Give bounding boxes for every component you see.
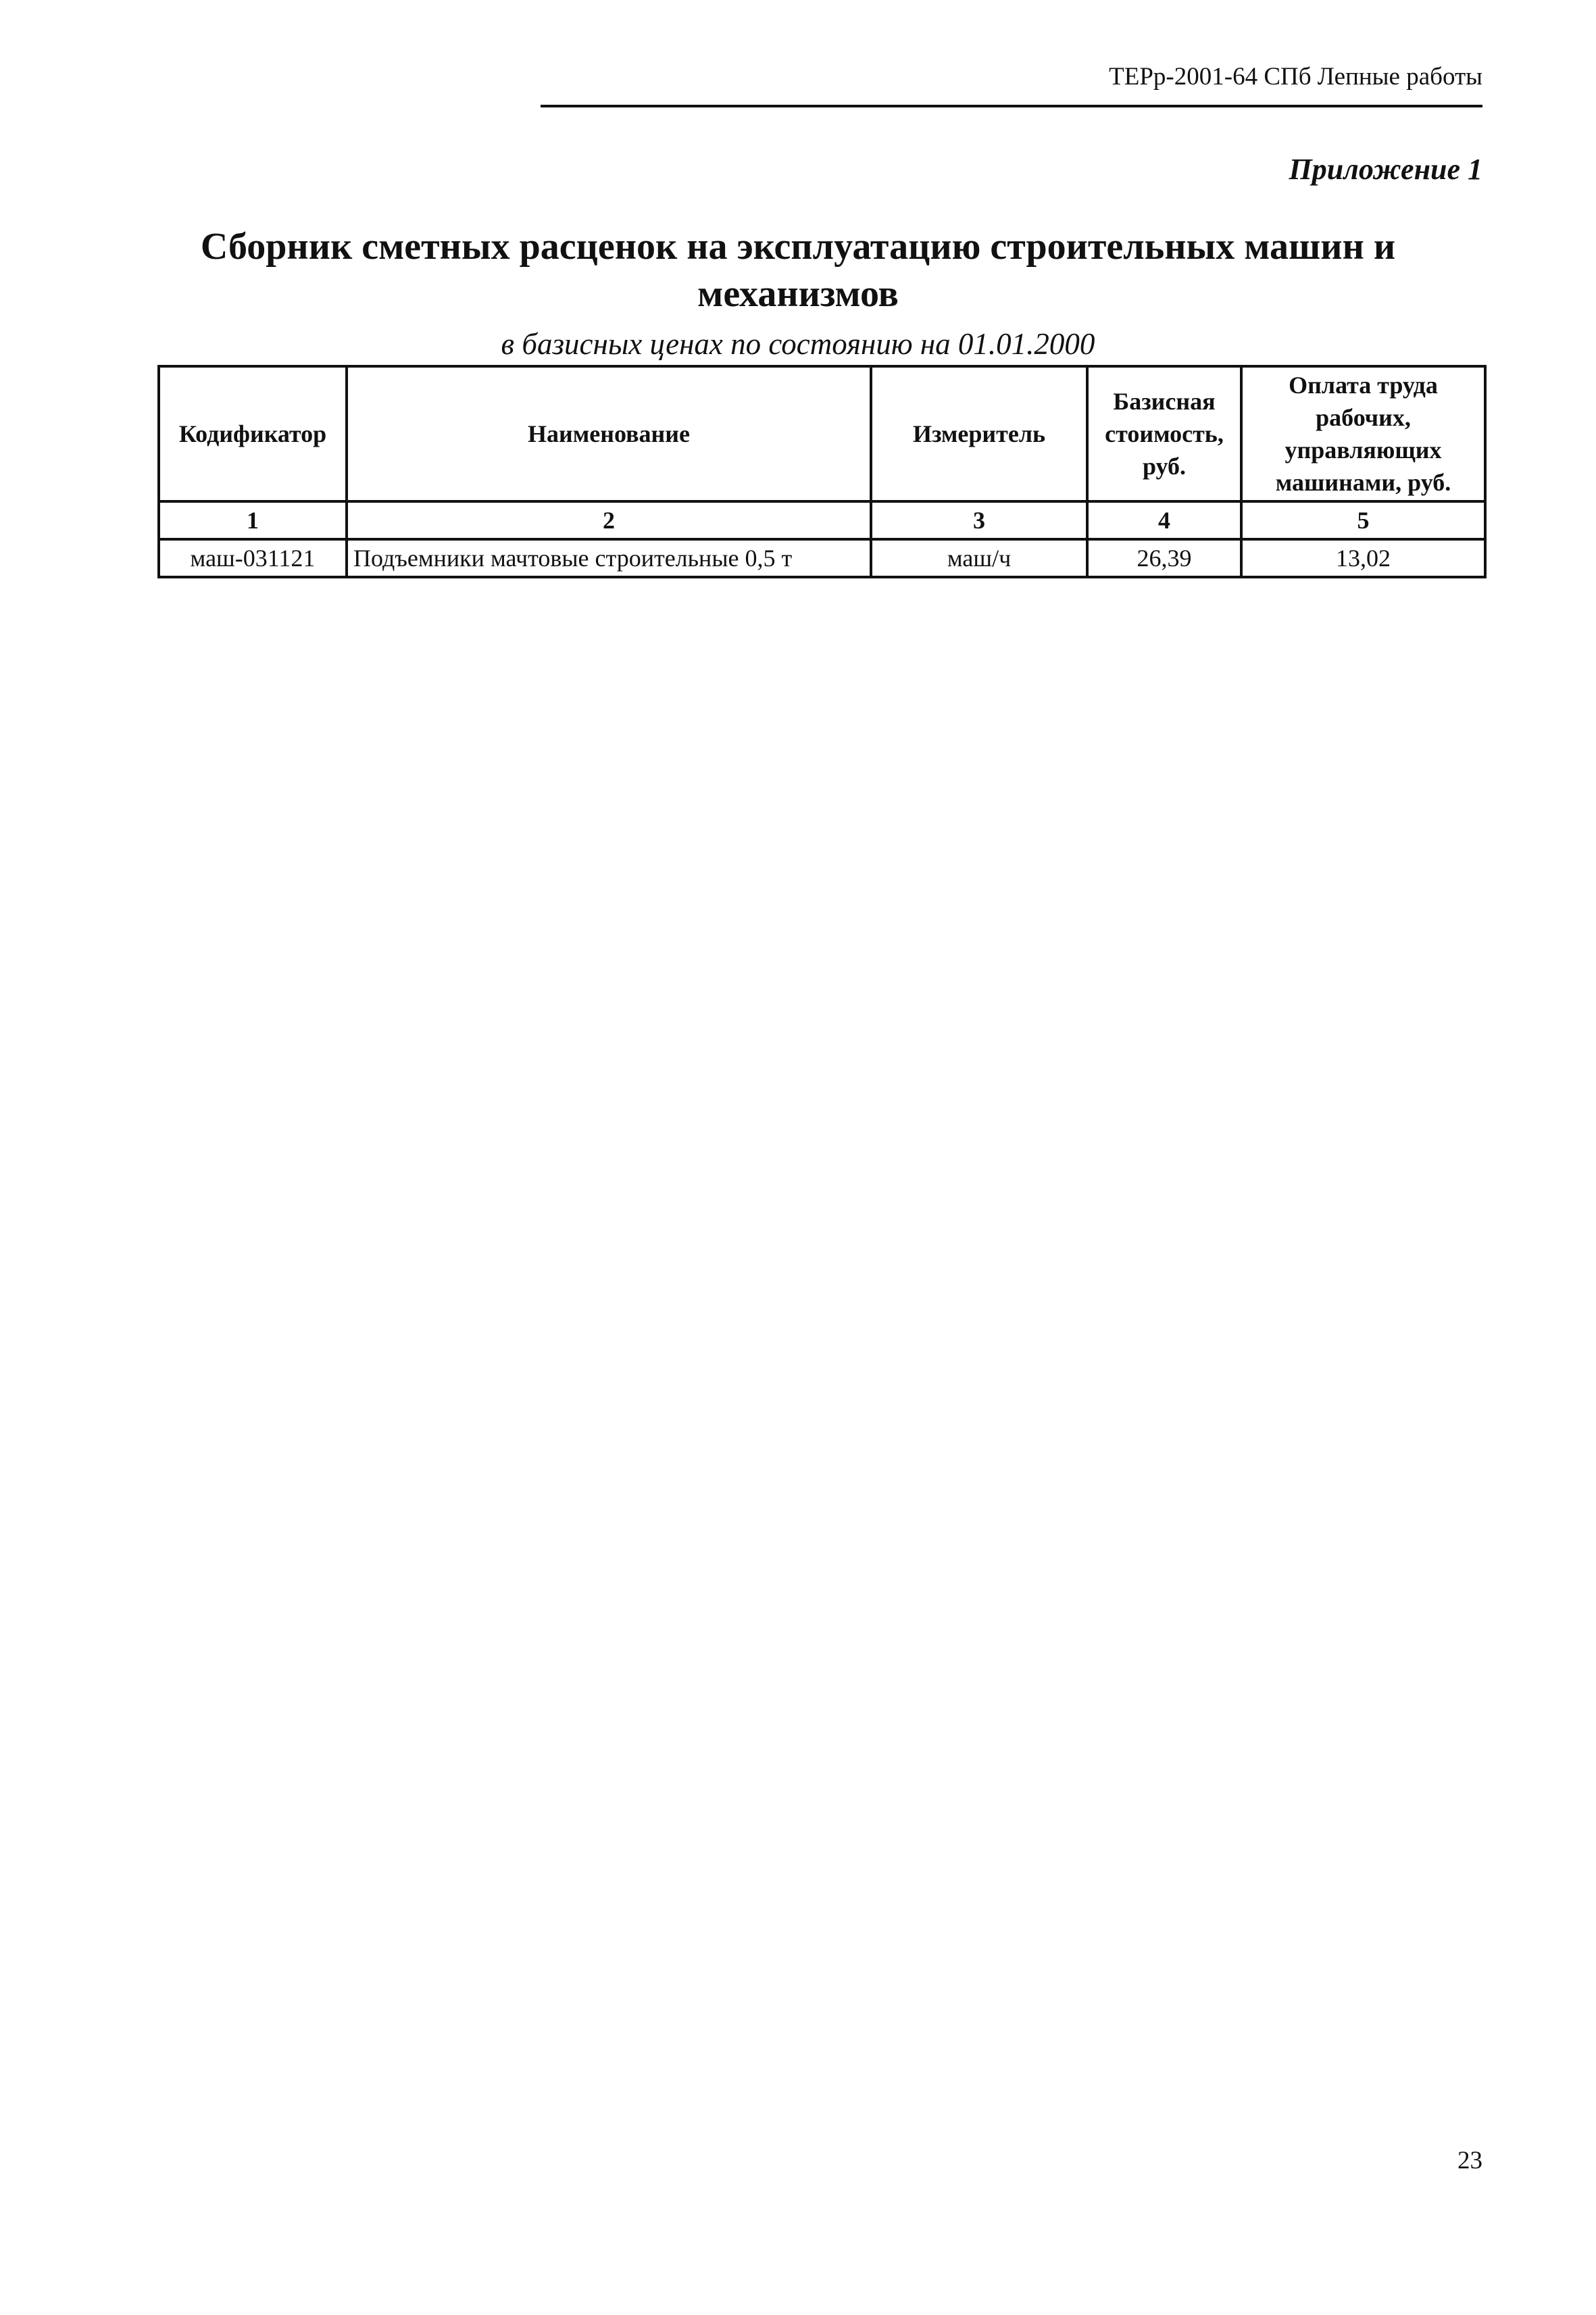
running-header: ТЕРр-2001-64 СПб Лепные работы xyxy=(1109,63,1482,91)
cell-name: Подъемники мачтовые строительные 0,5 т xyxy=(347,539,871,577)
document-subtitle: в базисных ценах по состоянию на 01.01.2000 xyxy=(501,327,1095,361)
cell-labor-cost: 13,02 xyxy=(1241,539,1485,577)
column-header-labor-cost: Оплата труда рабочих, управляющих машинами, руб. xyxy=(1241,366,1485,501)
column-number: 3 xyxy=(871,501,1087,539)
column-number: 2 xyxy=(347,501,871,539)
cell-base-cost: 26,39 xyxy=(1087,539,1241,577)
page-number: 23 xyxy=(1457,2147,1482,2174)
column-header-unit: Измеритель xyxy=(871,366,1087,501)
column-number: 1 xyxy=(159,501,347,539)
cell-code: маш-031121 xyxy=(159,539,347,577)
column-number: 5 xyxy=(1241,501,1485,539)
document-title xyxy=(0,223,1596,318)
table-header-row xyxy=(159,366,1485,501)
table-row xyxy=(159,539,1485,577)
appendix-label: Приложение 1 xyxy=(1289,153,1482,186)
column-number: 4 xyxy=(1087,501,1241,539)
column-header-base-cost: Базисная стоимость, руб. xyxy=(1087,366,1241,501)
column-header-name: Наименование xyxy=(347,366,871,501)
column-numbers-row xyxy=(159,501,1485,539)
column-header-code: Кодификатор xyxy=(159,366,347,501)
rates-table xyxy=(157,365,1487,578)
cell-unit: маш/ч xyxy=(871,539,1087,577)
document-title-line-2: механизмов xyxy=(697,273,899,315)
header-rule xyxy=(541,105,1482,107)
document-title-line-1: Сборник сметных расценок на эксплуатацию строительных машин и xyxy=(200,226,1396,268)
